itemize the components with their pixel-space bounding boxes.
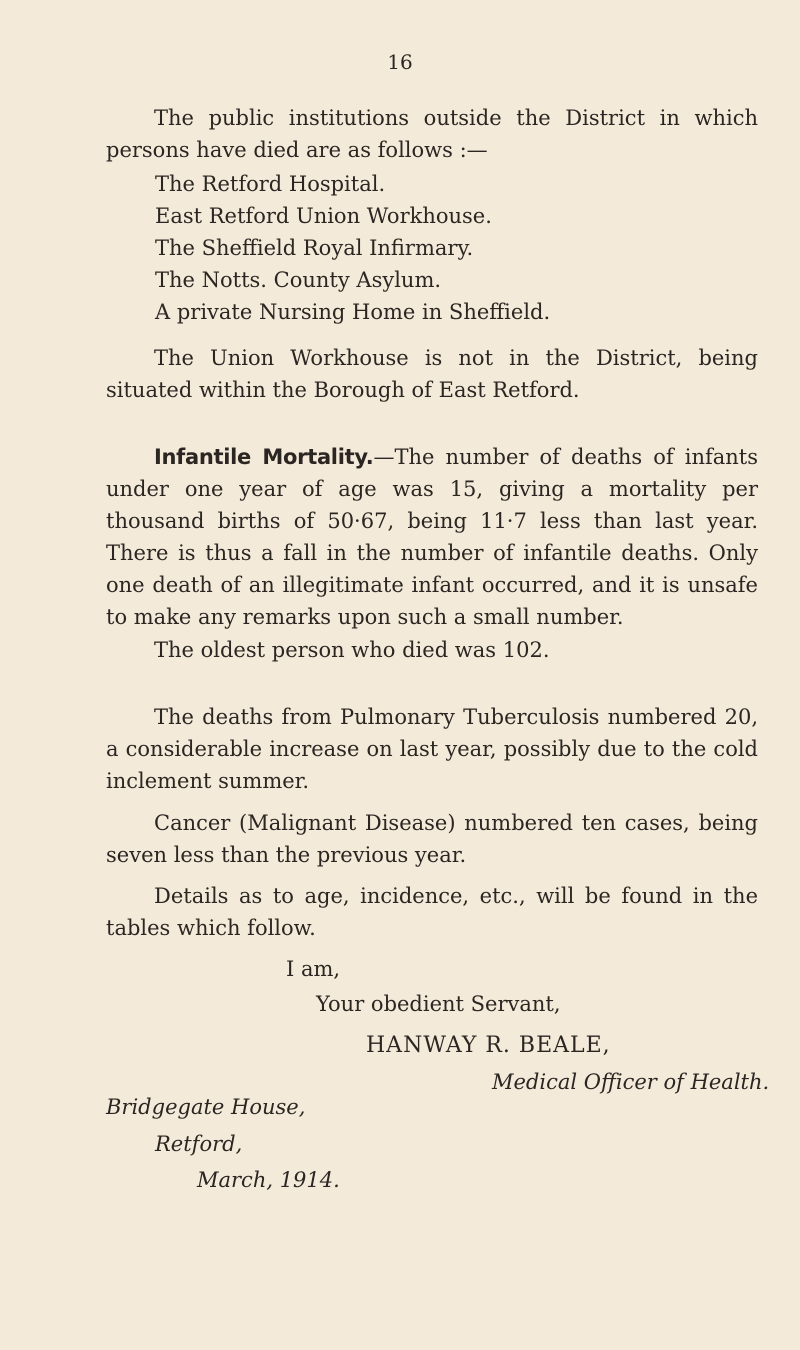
institution-item: The Sheffield Royal Infirmary. — [155, 236, 474, 260]
page-number: 16 — [387, 50, 413, 74]
address-line-2: Retford, — [155, 1132, 243, 1156]
institution-item: The Retford Hospital. — [155, 172, 386, 196]
institution-item: The Notts. County Asylum. — [155, 268, 442, 292]
closing-servant: Your obedient Servant, — [316, 992, 561, 1016]
institution-item: East Retford Union Workhouse. — [155, 204, 492, 228]
address-line-1: Bridgegate House, — [106, 1095, 306, 1119]
institutions-list — [155, 168, 550, 328]
institution-item: A private Nursing Home in Sheffield. — [155, 300, 551, 324]
workhouse-note-paragraph: The Union Workhouse is not in the District, being situated within the Borough of East Retford. — [106, 346, 758, 402]
infantile-mortality-paragraph — [106, 441, 758, 633]
letter-date: March, 1914. — [197, 1168, 340, 1192]
tuberculosis-paragraph: The deaths from Pulmonary Tuberculosis numbered 20, a considerable increase on last year, possibly due to the cold inclement summer. — [106, 705, 758, 793]
details-paragraph: Details as to age, incidence, etc., will be found in the tables which follow. — [106, 884, 758, 940]
infantile-mortality-text: —The number of deaths of infants under one year of age was 15, giving a mortality per thousand births of 50·67, being 11·7 less than last year. There is thus a fall in the number of infantile deaths. Only one death of an illegitimate infant occurred, and it is unsafe to make any remarks upon such a small number. — [106, 445, 759, 629]
cancer-paragraph: Cancer (Malignant Disease) numbered ten cases, being seven less than the previous year. — [106, 811, 758, 867]
closing-i-am: I am, — [286, 957, 341, 981]
signature-title: Medical Officer of Health. — [492, 1070, 770, 1094]
oldest-person-paragraph: The oldest person who died was 102. — [154, 638, 550, 662]
infantile-mortality-heading: Infantile Mortality. — [154, 445, 374, 469]
signature-name: HANWAY R. BEALE, — [366, 1033, 611, 1058]
intro-paragraph: The public institutions outside the District in which persons have died are as follows :— — [106, 106, 758, 162]
